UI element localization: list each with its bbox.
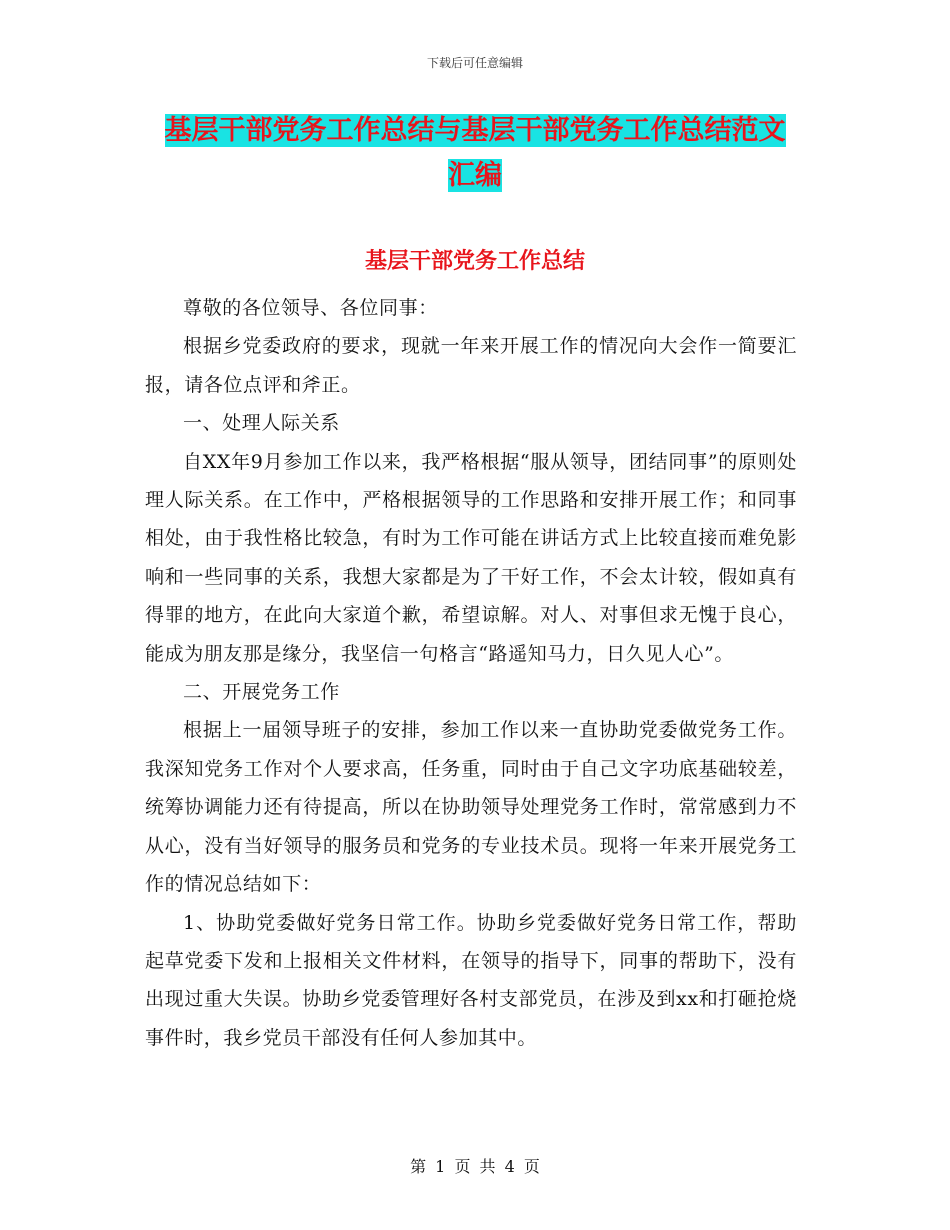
document-body <box>145 289 797 1057</box>
body-paragraph: 1、协助党委做好党务日常工作。协助乡党委做好党务日常工作，帮助起草党委下发和上报相关文件材料，在领导的指导下，同事的帮助下，没有出现过重大失误。协助乡党委管理好各村支部党员，在涉及到xx和打砸抢烧事件时，我乡党员干部没有任何人参加其中。 <box>145 911 797 1049</box>
main-title-line2: 汇编 <box>448 160 502 191</box>
section-heading-1: 一、处理人际关系 <box>183 412 340 435</box>
main-title <box>145 108 805 198</box>
body-paragraph: 自XX年9月参加工作以来，我严格根据“服从领导，团结同事”的原则处理人际关系。在工作中，严格根据领导的工作思路和安排开展工作；和同事相处，由于我性格比较急，有时为工作可能在讲话方式上比较直接而难免影响和一些同事的关系，我想大家都是为了干好工作，不会太计较，假如真有得罪的地方，在此向大家道个歉，希望谅解。对人、对事但求无愧于良心，能成为朋友那是缘分，我坚信一句格言“路遥知马力，日久见人心”。 <box>145 450 797 665</box>
section-heading-2: 二、开展党务工作 <box>183 681 340 704</box>
section-title: 基层干部党务工作总结 <box>364 248 585 274</box>
page-number-footer: 第 1 页 共 4 页 <box>410 1157 540 1176</box>
salutation-paragraph: 尊敬的各位领导、各位同事： <box>183 297 438 319</box>
page-header: 下载后可任意编辑 <box>426 56 523 70</box>
main-title-line1: 基层干部党务工作总结与基层干部党务工作总结范文 <box>164 115 786 146</box>
body-paragraph: 根据上一届领导班子的安排，参加工作以来一直协助党委做党务工作。我深知党务工作对个人要求高，任务重，同时由于自己文字功底基础较差，统筹协调能力还有待提高，所以在协助领导处理党务工作时，常常感到力不从心，没有当好领导的服务员和党务的专业技术员。现将一年来开展党务工作的情况总结如下： <box>145 719 797 896</box>
body-paragraph: 根据乡党委政府的要求，现就一年来开展工作的情况向大会作一简要汇报，请各位点评和斧正。 <box>145 335 797 396</box>
